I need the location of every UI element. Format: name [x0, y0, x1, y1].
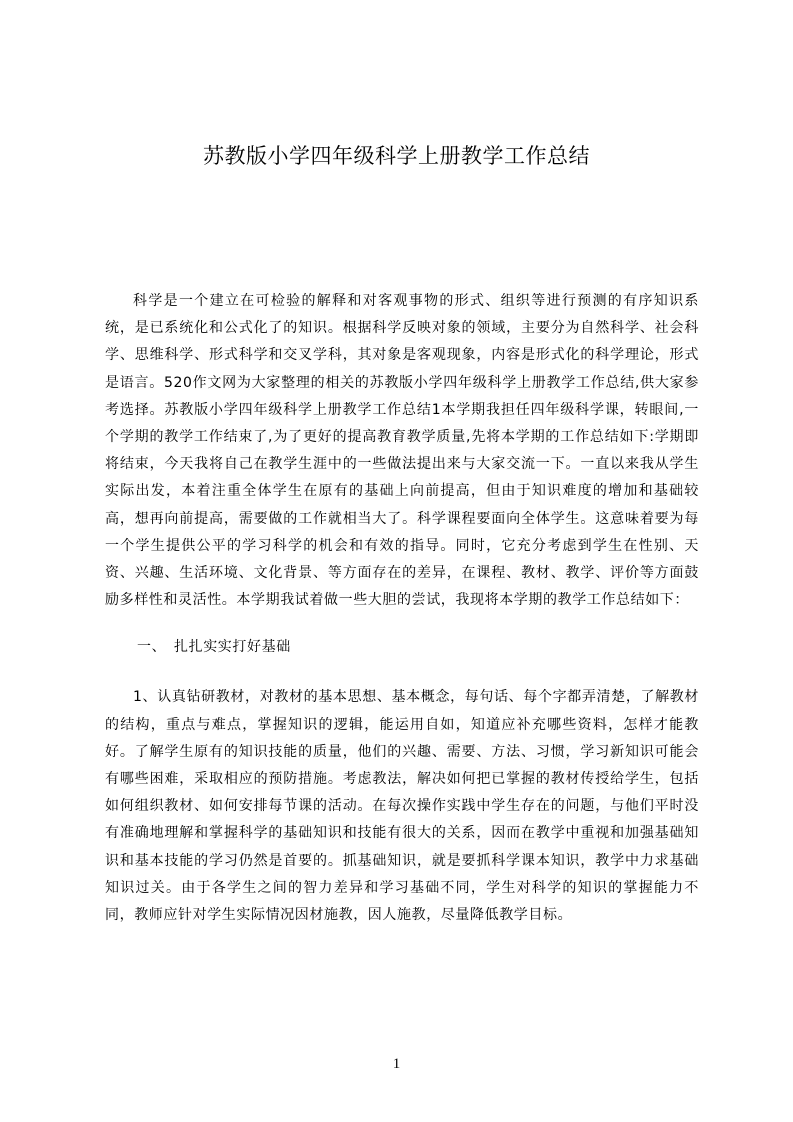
- section-heading-number: 一、: [137, 639, 167, 656]
- document-title: 苏教版小学四年级科学上册教学工作总结: [203, 144, 590, 168]
- section-heading: [105, 634, 699, 661]
- section-paragraph: 1、认真钻研教材，对教材的基本思想、基本概念，每句话、每个字都弄清楚，了解教材的结构，重点与难点，掌握知识的逻辑，能运用自如，知道应补充哪些资料，怎样才能教好。了解学生原有的知识技能的质量，他们的兴趣、需要、方法、习惯，学习新知识可能会有哪些困难，采取相应的预防措施。考虑教法，解决如何把已掌握的教材传授给学生，包括如何组织教材、如何安排每节课的活动。在每次操作实践中学生存在的问题，与他们平时没有准确地理解和掌握科学的基础知识和技能有很大的关系，因而在教学中重视和加强基础知识和基本技能的学习仍然是首要的。抓基础知识，就是要抓科学课本知识，教学中力求基础知识过关。由于各学生之间的智力差异和学习基础不同，学生对科学的知识的掌握能力不同，教师应针对学生实际情况因材施教，因人施教，尽量降低教学目标。: [105, 689, 699, 924]
- intro-paragraph: 科学是一个建立在可检验的解释和对客观事物的形式、组织等进行预测的有序知识系统，是已系统化和公式化了的知识。根据科学反映对象的领域，主要分为自然科学、社会科学、思维科学、形式科学和交叉学科，其对象是客观现象，内容是形式化的科学理论，形式是语言。520作文网为大家整理的相关的苏教版小学四年级科学上册教学工作总结,供大家参考选择。苏教版小学四年级科学上册教学工作总结1本学期我担任四年级科学课，转眼间,一个学期的教学工作结束了,为了更好的提高教育教学质量,先将本学期的工作总结如下:学期即将结束，今天我将自己在教学生涯中的一些做法提出来与大家交流一下。一直以来我从学生实际出发，本着注重全体学生在原有的基础上向前提高，但由于知识难度的增加和基础较高，想再向前提高，需要做的工作就相当大了。科学课程要面向全体学生。这意味着要为每一个学生提供公平的学习科学的机会和有效的指导。同时，它充分考虑到学生在性别、天资、兴趣、生活环境、文化背景、等方面存在的差异，在课程、教材、教学、评价等方面鼓励多样性和灵活性。本学期我试着做一些大胆的尝试，我现将本学期的教学工作总结如下：: [105, 293, 699, 609]
- page-number: 1: [392, 1056, 401, 1072]
- document-body: [105, 288, 699, 929]
- section-heading-text: 扎扎实实打好基础: [174, 639, 291, 656]
